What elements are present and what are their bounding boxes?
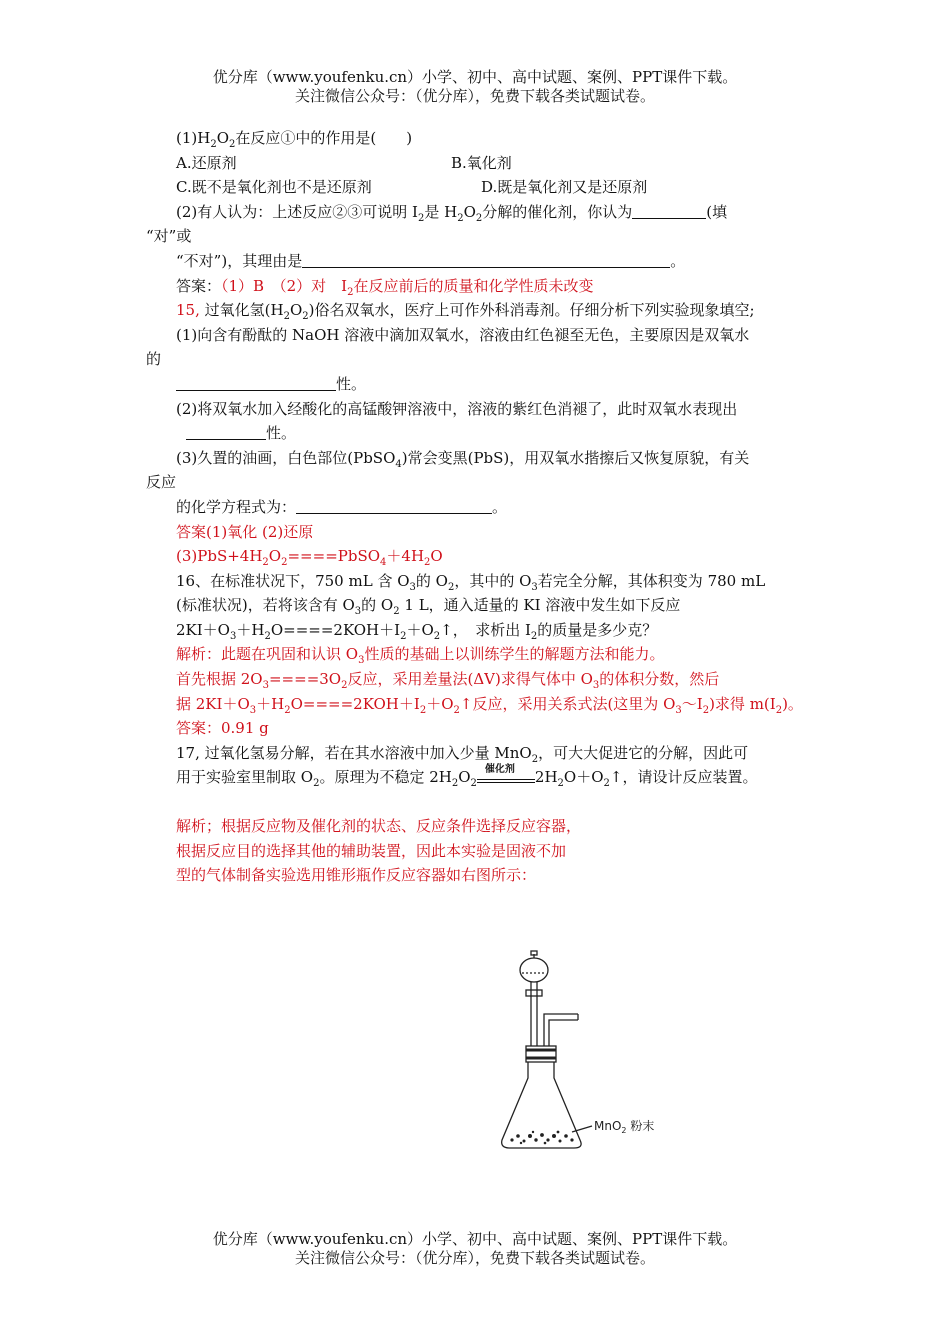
q16-solution-2: 首先根据 $2O_3====3O_2$反应，采用差量法(ΔV)求得气体中 $O_3$的体积分数，然后 xyxy=(176,670,720,692)
header-line-2: 关注微信公众号：（优分库），免费下载各类试题试卷。 xyxy=(294,87,655,105)
q-prev-options-ab: A.还原剂 B.氧化剂 xyxy=(176,153,512,172)
answer-blank xyxy=(296,497,492,514)
q15-part3-cont: 反应 xyxy=(146,473,177,492)
q15-part2-blank: 性。 xyxy=(146,421,806,446)
q16-line-1: 16、在标准状况下，750 mL 含 $O_3$的 $O_2$，其中的 $O_3$若完全分解，其体积变为 780 mL xyxy=(176,571,766,593)
q15-intro: 15, 过氧化氢$(H_2O_2)$俗名双氧水，医疗上可作外科消毒剂。仔细分析下列实验现象填空; xyxy=(176,301,755,323)
q15-part1-cont: 的 xyxy=(146,350,162,369)
q-prev-part2-cont: “对”或 xyxy=(146,227,192,246)
q17-line-1: 17, 过氧化氢易分解，若在其水溶液中加入少量 MnO$_2$，可大大促进它的分解，因此可 xyxy=(176,743,749,765)
q-prev-part2: (2)有人认为：上述反应②③可说明 $I_2$是 $H_2O_2$分解的催化剂，你认为 (填 xyxy=(176,202,728,224)
q15-part1: (1)向含有酚酞的 NaOH 溶液中滴加双氧水，溶液由红色褪至无色，主要原因是双氧水 xyxy=(176,325,750,344)
q-prev-part2-reason: “不对”)，其理由是 。 xyxy=(176,251,686,270)
footer-line-2: 关注微信公众号：（优分库），免费下载各类试题试卷。 xyxy=(294,1249,655,1267)
figure-label: MnO$_2$ 粉末 xyxy=(594,1119,655,1135)
q16-answer: 答案：0.91 g xyxy=(176,719,269,738)
q-prev-answer: 答案：（1）B （2）对 $I_2$在反应前后的质量和化学性质未改变 xyxy=(176,276,594,298)
document-body xyxy=(146,126,806,888)
q15-answer-1: 答案(1)氧化 (2)还原 xyxy=(176,522,314,541)
answer-blank xyxy=(632,202,706,219)
catalyst-arrow: 催化剂 xyxy=(477,767,535,785)
q16-solution-3: 据 $2KI+O_3+H_2O====2KOH+I_2+O_2↑$反应，采用关系式法(这里为 $O_3\sim I_2$)求得 $m(I_2)$。 xyxy=(176,694,803,716)
answer-blank xyxy=(186,423,266,440)
q17-solution-1: 解析；根据反应物及催化剂的状态、反应条件选择反应容器， xyxy=(176,817,582,836)
header-line-1: 优分库（www.youfenku.cn）小学、初中、高中试题、案例、PPT课件下载。 xyxy=(212,68,738,86)
q16-line-2: (标准状况)，若将该含有 $O_3$的 $O_2$ 1 L，通入适量的 KI 溶液中发生如下反应 xyxy=(176,596,681,618)
q17-solution-2: 根据反应目的选择其他的辅助装置，因此本实验是固液不加 xyxy=(176,841,567,860)
q15-part3: (3)久置的油画，白色部位(PbSO$_4$)常会变黑(PbS)，用双氧水揩擦后又恢复原貌，有关 xyxy=(176,448,750,470)
q-prev-options-cd: C.既不是氧化剂也不是还原剂 D.既是氧化剂又是还原剂 xyxy=(176,178,648,197)
q15-part1-blank: 性。 xyxy=(146,372,806,397)
answer-blank xyxy=(302,251,670,268)
q15-part3-equation: 的化学方程式为： 。 xyxy=(176,497,508,516)
answer-blank xyxy=(176,374,336,391)
q17-line-2: 用于实验室里制取 $O_2$。原理为不稳定 $2H_2O_2$ 催化剂 $2H_2O+O_2↑$，请设计反应装置。 xyxy=(176,764,758,790)
q15-answer-2: $(3)PbS+4H_2O_2====PbSO_4+4H_2O$ xyxy=(176,547,443,569)
q17-solution-3: 型的气体制备实验选用锥形瓶作反应容器如右图所示： xyxy=(176,866,537,885)
q16-line-3: $2KI+O_3+H_2O====2KOH+I_2+O_2↑$， 求析出 $I_2$的质量是多少克？ xyxy=(176,620,658,642)
footer-line-1: 优分库（www.youfenku.cn）小学、初中、高中试题、案例、PPT课件下载。 xyxy=(212,1230,738,1248)
page-footer xyxy=(0,1230,950,1268)
q15-part2: (2)将双氧水加入经酸化的高锰酸钾溶液中，溶液的紫红色消褪了，此时双氧水表现出 xyxy=(176,399,738,418)
q-prev-part1: $(1)H_2O_2$在反应①中的作用是( ) xyxy=(176,129,413,150)
q16-solution-1: 解析：此题在巩固和认识 $O_3$性质的基础上以训练学生的解题方法和能力。 xyxy=(176,645,665,667)
page-header xyxy=(0,68,950,106)
erlenmeyer-apparatus-figure xyxy=(488,950,688,1160)
